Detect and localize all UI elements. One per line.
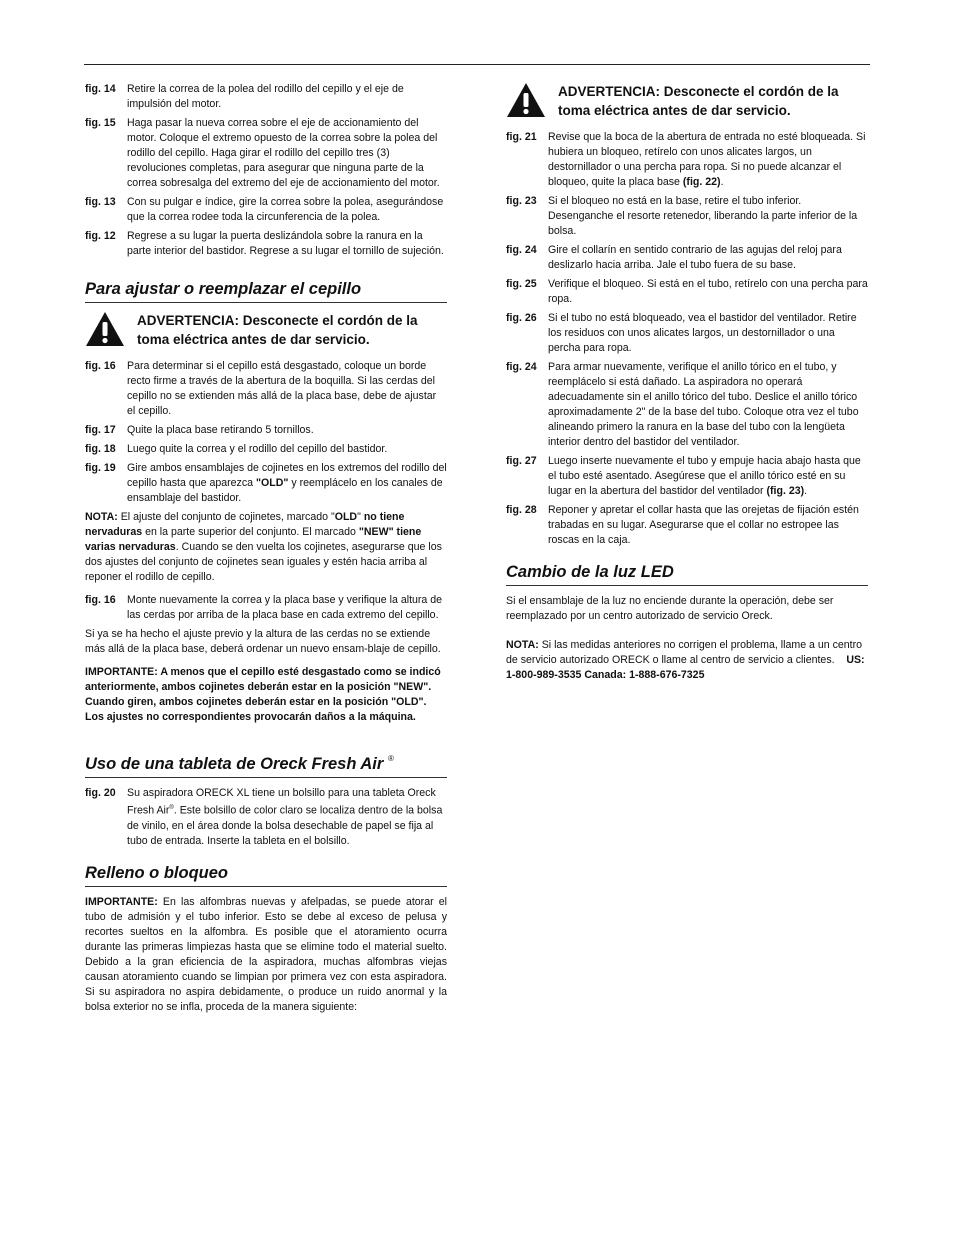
- step-text: Regrese a su lugar la puerta deslizándola sobre la ranura en la parte interior del bastidor. Regrese a su lugar el tornillo de sujeción.: [127, 230, 444, 257]
- fig-label: fig. 24: [506, 361, 537, 373]
- step-text: Para determinar si el cepillo está desgastado, coloque un borde recto firme a través de la abertura de la boquilla. Si las cerdas del cepillo no se extienden más allá de la placa base, debe de ajustar el cepillo.: [127, 360, 437, 417]
- step-text: Reponer y apretar el collar hasta que las orejetas de fijación estén trabadas en su lugar. Asegurarse que el collar no estropee las roscas en la caja.: [548, 504, 859, 546]
- step-text: Revise que la boca de la abertura de entrada no esté bloqueada. Si hubiera un bloqueo, retírelo con unos alicates largos, un destornillador o una percha para ropa. Si no puede alcanzar el bloqueo, quite la placa base (fig. 22).: [548, 131, 866, 188]
- fig-label: fig. 27: [506, 455, 537, 467]
- section-title-tableta: Uso de una tableta de Oreck Fresh Air ®: [85, 749, 447, 778]
- top-rule: [84, 64, 870, 65]
- fig-label: fig. 16: [85, 360, 116, 372]
- step-text: Gire el collarín en sentido contrario de las agujas del reloj para deslizarlo hacia arriba. Jale el tubo fuera de su base.: [548, 244, 842, 271]
- phone-numbers: US: 1-800-989-3535 Canada: 1-888-676-7325: [506, 654, 865, 681]
- section-title-led: Cambio de la luz LED: [506, 562, 868, 586]
- step-fig-26: [506, 311, 868, 356]
- step-fig-18: [85, 442, 447, 457]
- step-text: Luego inserte nuevamente el tubo y empuje hacia abajo hasta que el tubo esté asentado. Asegúrese que el anillo tórico esté en su lugar en la abertura del bastidor del ventilador (fig. 23).: [548, 455, 861, 497]
- step-text: Haga pasar la nueva correa sobre el eje de accionamiento del motor. Coloque el extremo opuesto de la correa sobre la polea del rodillo del cepillo. Haga girar el rodillo del cepillo tres (3) revoluciones completas, para asegurar que ninguna parte de la correa sobresalga del extremo del eje de accionamiento del motor.: [127, 117, 440, 189]
- fig-label: fig. 25: [506, 278, 537, 290]
- relleno-paragraph: IMPORTANTE: En las alfombras nuevas y afelpadas, se puede atorar el tubo de admisión y el tubo inferior. Esto se debe al exceso de pelusa y recortes sueltos en la alfombra. Es posible que el atoramiento ocurra durante las primeras limpiezas hasta que se elimine todo el material suelto. Debido a la gran eficiencia de la aspiradora, muchas alfombras viejas causan atoramiento cuando se limpian por primera vez con esta aspiradora. Si su aspiradora no aspira debidamente, o produce un ruido anormal y la bolsa exterior no se infla, proceda de la manera siguiente:: [85, 895, 447, 1013]
- step-fig-24: [506, 243, 868, 273]
- section-title-cepillo: Para ajustar o reemplazar el cepillo: [85, 279, 447, 303]
- fig-label: fig. 18: [85, 443, 116, 455]
- fig-label: fig. 12: [85, 230, 116, 242]
- fig-label: fig. 13: [85, 196, 116, 208]
- step-fig-23: [506, 194, 868, 239]
- warning-text: ADVERTENCIA: Desconecte el cordón de la toma eléctrica antes de dar servicio.: [137, 313, 418, 347]
- step-fig-17: [85, 423, 447, 438]
- right-column: [506, 82, 868, 691]
- fig-label: fig. 26: [506, 312, 537, 324]
- step-text: Quite la placa base retirando 5 tornillos.: [127, 424, 314, 436]
- order-paragraph: Si ya se ha hecho el ajuste previo y la altura de las cerdas no se extiende más allá de la placa base, deberá ordenar un nuevo ensam-blaje de cepillo.: [85, 628, 441, 655]
- warning-box: [85, 311, 447, 349]
- step-fig-12: [85, 229, 447, 259]
- fig-label: fig. 20: [85, 787, 116, 799]
- section-title-relleno: Relleno o bloqueo: [85, 863, 447, 887]
- nota-paragraph: NOTA: El ajuste del conjunto de cojinetes, marcado "OLD" no tiene nervaduras en la parte superior del conjunto. El marcado "NEW" tiene varias nervaduras. Cuando se den vuelta los cojinetes, asegurarse que los dos ajustes del conjunto de cojinetes sean iguales y estén hacia arriba al reponer el rodillo de cepillo.: [85, 511, 442, 583]
- fig-label: fig. 21: [506, 131, 537, 143]
- step-text: Luego quite la correa y el rodillo del cepillo del bastidor.: [127, 443, 388, 455]
- fig-label: fig. 23: [506, 195, 537, 207]
- warning-box: [506, 82, 868, 120]
- warning-text: ADVERTENCIA: Desconecte el cordón de la toma eléctrica antes de dar servicio.: [558, 84, 839, 118]
- importante-paragraph: IMPORTANTE: A menos que el cepillo esté desgastado como se indicó anteriormente, ambos cojinetes deberán estar en la posición "NEW". Cuando giren, ambos cojinetes deberán estar en la posición "OLD". Los ajustes no correspondientes provocarán daños a la máquina.: [85, 666, 441, 723]
- fig-label: fig. 15: [85, 117, 116, 129]
- warning-triangle-icon: [506, 82, 546, 118]
- fig-label: fig. 14: [85, 83, 116, 95]
- step-fig-16-b: [85, 593, 447, 623]
- step-text: Con su pulgar e índice, gire la correa sobre la polea, asegurándose que la correa rodee toda la circunferencia de la polea.: [127, 196, 444, 223]
- step-text: Si el tubo no está bloqueado, vea el bastidor del ventilador. Retire los residuos con unos alicates largos, un destornillador o una percha para ropa.: [548, 312, 857, 354]
- step-text: Si el bloqueo no está en la base, retire el tubo inferior. Desenganche el resorte retenedor, liberando la parte inferior de la bolsa.: [548, 195, 858, 237]
- step-fig-19: [85, 461, 447, 506]
- step-fig-16: [85, 359, 447, 419]
- step-fig-13: [85, 195, 447, 225]
- left-column: [85, 82, 447, 1023]
- fig-label: fig. 16: [85, 594, 116, 606]
- step-text: Monte nuevamente la correa y la placa base y verifique la altura de las cerdas por arriba de la placa base en cada extremo del cepillo.: [127, 594, 443, 621]
- fig-label: fig. 24: [506, 244, 537, 256]
- step-text: Gire ambos ensamblajes de cojinetes en los extremos del rodillo del cepillo hasta que aparezca "OLD" y reemplácelo en los canales de ensamblaje del bastidor.: [127, 462, 447, 504]
- step-text: Verifique el bloqueo. Si está en el tubo, retírelo con una percha para ropa.: [548, 278, 868, 305]
- warning-triangle-icon: [85, 311, 125, 347]
- led-paragraph: Si el ensamblaje de la luz no enciende durante la operación, debe ser reemplazado por un centro autorizado de servicio Oreck.: [506, 595, 834, 622]
- step-fig-24-b: [506, 360, 868, 450]
- fig-label: fig. 17: [85, 424, 116, 436]
- step-fig-14: [85, 82, 447, 112]
- step-fig-27: [506, 454, 868, 499]
- step-fig-25: [506, 277, 868, 307]
- step-fig-20: [85, 786, 447, 849]
- step-text: Para armar nuevamente, verifique el anillo tórico en el tubo, y reemplácelo si está dañado. La aspiradora no operará adecuadamente sin el anillo tórico del tubo. Deslice el anillo tórico aproximadamente 2" de la base del tubo. Coloque otra vez el tubo alineando primero la ranura en la base del tubo con la lengüeta interior dentro del bastidor del ventilador.: [548, 361, 859, 448]
- led-nota-paragraph: NOTA: Si las medidas anteriores no corrigen el problema, llame a un centro de servicio autorizado ORECK o llame al centro de servicio a clientes. US: 1-800-989-3535 Canada: 1-888-676-7325: [506, 639, 865, 681]
- step-fig-28: [506, 503, 868, 548]
- step-fig-15: [85, 116, 447, 191]
- fig-label: fig. 28: [506, 504, 537, 516]
- step-text: Su aspiradora ORECK XL tiene un bolsillo para una tableta Oreck Fresh Air®. Este bolsillo de color claro se localiza dentro de la bolsa de vinilo, en el área donde la bolsa desechable de papel se fija al tubo de entrada. Inserte la tableta en el bolsillo.: [127, 787, 443, 847]
- step-text: Retire la correa de la polea del rodillo del cepillo y el eje de impulsión del motor.: [127, 83, 404, 110]
- step-fig-21: [506, 130, 868, 190]
- fig-label: fig. 19: [85, 462, 116, 474]
